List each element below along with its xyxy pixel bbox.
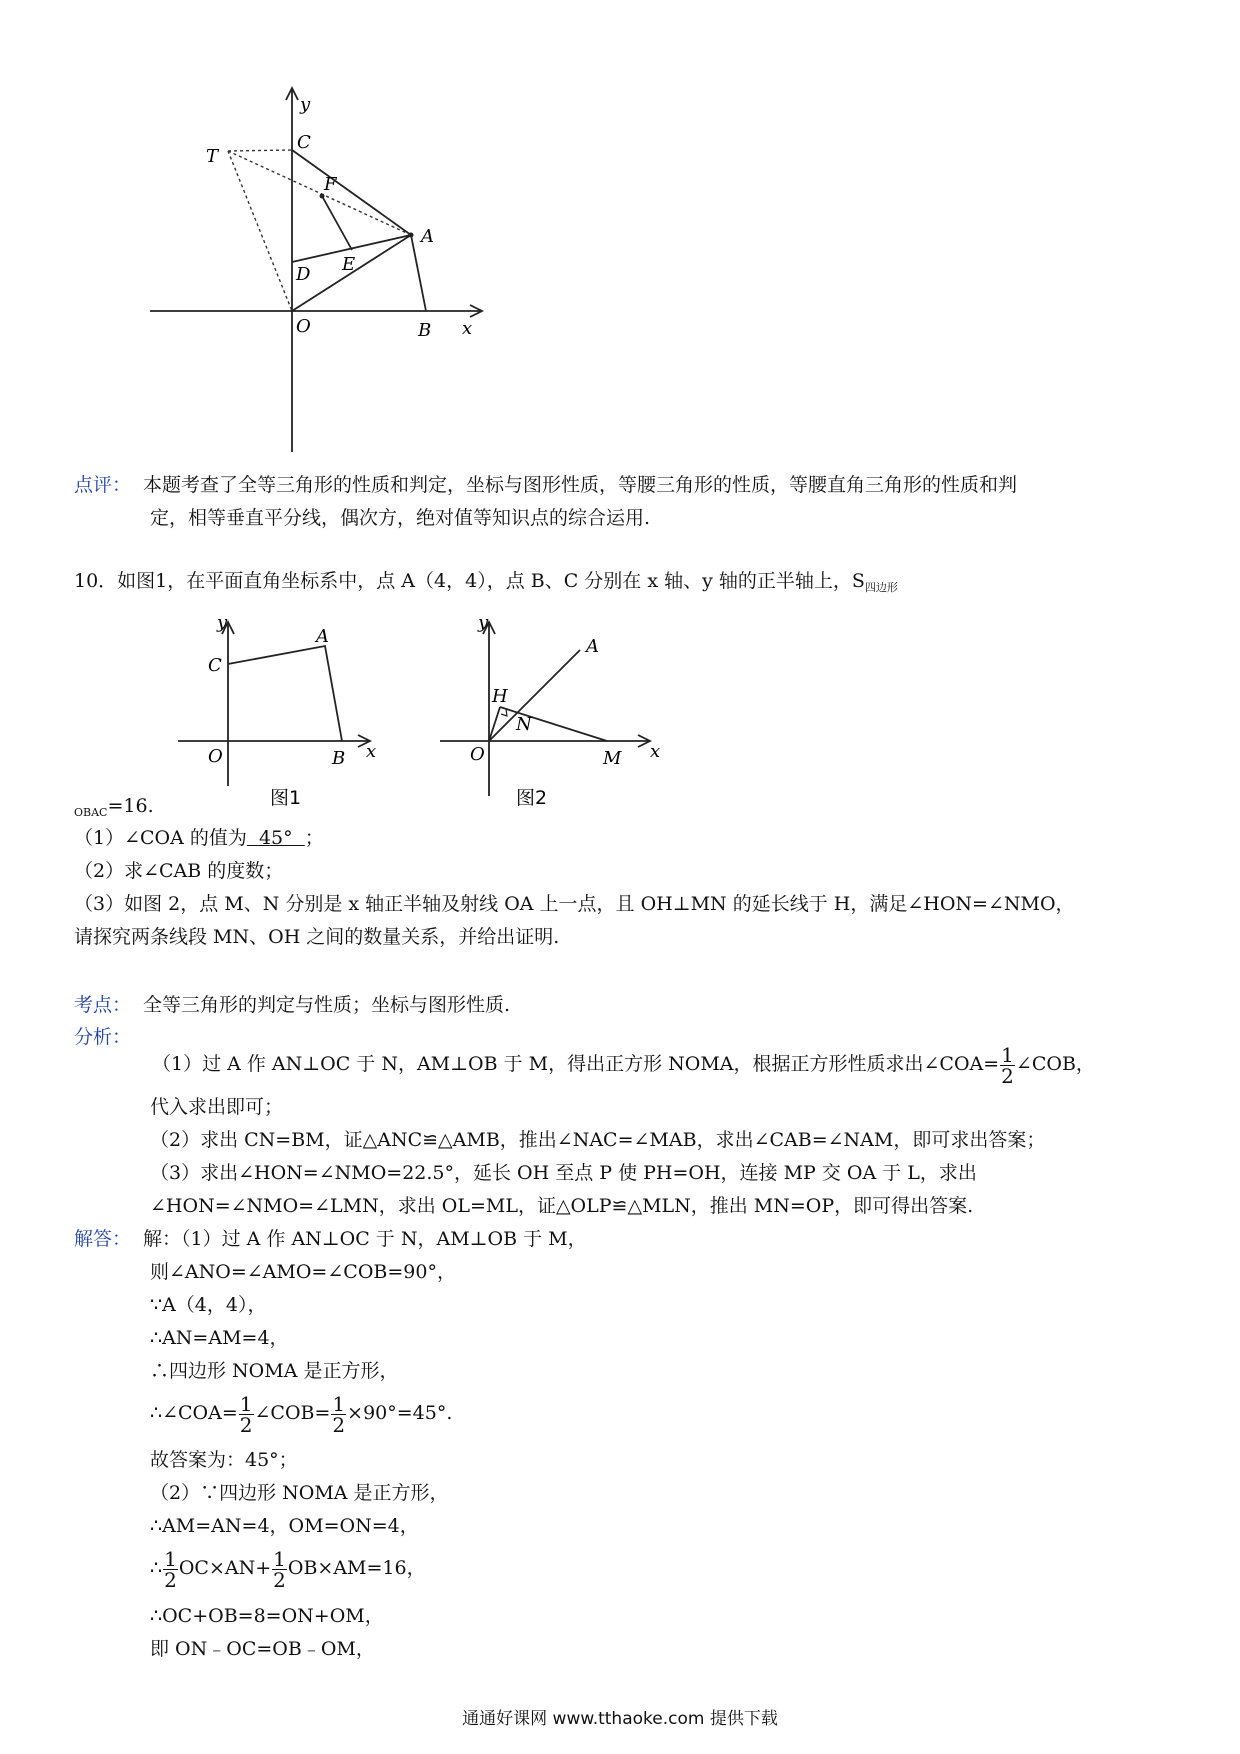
fraction-denominator: 2 — [239, 1412, 253, 1437]
fraction-numerator: 1 — [332, 1391, 346, 1416]
jieda-label: 解答： — [74, 1228, 132, 1250]
segment-ca — [292, 150, 411, 235]
page-footer: 通通好课网 www.tthaoke.com 提供下载 — [462, 1709, 778, 1729]
jieda-line11: ∴OC+OB=8=ON+OM， — [150, 1605, 384, 1627]
fig1-label-b: B — [332, 748, 346, 769]
problem-stem-end-text: =16. — [107, 795, 154, 817]
fig2-label-n: N — [516, 714, 532, 735]
fraction-half — [239, 1391, 254, 1437]
problem-stem-text: 10．如图1，在平面直角坐标系中，点 A（4，4），点 B、C 分别在 x 轴、y 轴的正半轴上，S — [74, 570, 865, 592]
fig1-label-c: C — [208, 655, 222, 676]
fenxi-line2: 代入求出即可； — [150, 1096, 284, 1118]
fraction-numerator: 1 — [239, 1391, 253, 1416]
point-a — [409, 233, 414, 238]
fraction-numerator: 1 — [1001, 1042, 1014, 1067]
figure-2 — [430, 608, 670, 813]
jieda-line1: 解：（1）过 A 作 AN⊥OC 于 N，AM⊥OB 于 M， — [143, 1228, 587, 1250]
label-b: B — [418, 320, 432, 341]
jieda-line3: ∵A（4，4）， — [150, 1294, 267, 1316]
fig1-label-y: y — [217, 612, 228, 633]
label-t: T — [206, 146, 219, 167]
jieda-line6-c: ×90°=45°. — [347, 1402, 453, 1424]
fenxi-line5: ∠HON=∠NMO=∠LMN，求出 OL=ML，证△OLP≌△MLN，推出 MN=OP，即可得出答案. — [150, 1195, 974, 1217]
problem-stem — [74, 568, 898, 601]
jieda-line6-a: ∴∠COA= — [150, 1402, 238, 1424]
kaodian-label: 考点： — [74, 994, 132, 1016]
fraction-denominator: 2 — [332, 1412, 346, 1437]
fig2-label-a: A — [586, 636, 599, 657]
jieda-line9: ∴AM=AN=4，OM=ON=4， — [150, 1515, 419, 1537]
problem-stem-end-sub: OBAC — [74, 806, 108, 819]
problem-stem-end — [74, 793, 154, 826]
dotted-tc — [228, 150, 292, 151]
jieda-line10-c: OB×AM=16， — [287, 1557, 426, 1579]
question-3-line2: 请探究两条线段 MN、OH 之间的数量关系，并给出证明. — [74, 926, 560, 948]
comment-label: 点评： — [74, 474, 132, 496]
comment-line1: 本题考查了全等三角形的性质和判定，坐标与图形性质，等腰三角形的性质，等腰直角三角形的性质和判 — [143, 474, 1018, 496]
jieda-line10 — [150, 1543, 426, 1593]
jieda-line10-b: OC×AN+ — [178, 1557, 272, 1579]
segment-fe — [322, 196, 352, 250]
jieda-line12: 即 ON﹣OC=OB﹣OM， — [150, 1638, 375, 1660]
fraction-denominator: 2 — [273, 1567, 286, 1592]
fig2-label-x: x — [650, 741, 661, 762]
label-d: D — [296, 264, 311, 285]
fenxi-line1-text: （1）过 A 作 AN⊥OC 于 N，AM⊥OB 于 M，得出正方形 NOMA，根据正方形性质求出∠COA= — [152, 1053, 1000, 1075]
label-o: O — [296, 316, 311, 337]
fenxi-label-text: 分析： — [74, 1026, 132, 1048]
fig1-label-o: O — [208, 746, 223, 767]
label-y: y — [300, 94, 311, 115]
fraction-denominator: 2 — [164, 1567, 177, 1592]
fraction-half — [163, 1546, 178, 1592]
question-2: （2）求∠CAB 的度数； — [74, 860, 284, 882]
jieda-line5: ∴四边形 NOMA 是正方形， — [150, 1360, 399, 1382]
fig2-label-h: H — [492, 686, 508, 707]
fraction-numerator: 1 — [164, 1546, 177, 1571]
jieda-line8: （2）∵四边形 NOMA 是正方形， — [150, 1482, 449, 1504]
question-1 — [74, 825, 324, 851]
fig2-label-y: y — [478, 612, 489, 633]
figure-1 — [170, 608, 390, 813]
fraction-half — [272, 1546, 287, 1592]
question-3-line1: （3）如图 2，点 M、N 分别是 x 轴正半轴及射线 OA 上一点，且 OH⊥MN 的延长线于 H，满足∠HON=∠NMO， — [74, 893, 1075, 915]
fig2-label-m: M — [603, 748, 622, 769]
label-f: F — [324, 174, 337, 195]
kaodian-section — [74, 992, 510, 1018]
jieda-line6-b: ∠COB= — [254, 1402, 331, 1424]
geometry-figure-top — [0, 0, 520, 460]
fig2-label-o: O — [470, 744, 485, 765]
fraction-half — [331, 1391, 346, 1437]
jieda-line6 — [150, 1388, 452, 1438]
label-x: x — [462, 318, 473, 339]
jieda-line10-a: ∴ — [150, 1557, 163, 1579]
dotted-to — [228, 151, 292, 311]
fenxi-label — [74, 1024, 131, 1050]
label-a: A — [421, 226, 434, 247]
label-e: E — [342, 254, 356, 275]
fig1-caption: 图1 — [270, 787, 302, 809]
jieda-line2: 则∠ANO=∠AMO=∠COB=90°， — [150, 1261, 456, 1283]
question-1-answer: 45° — [246, 827, 305, 849]
fenxi-line4: （3）求出∠HON=∠NMO=22.5°，延长 OH 至点 P 使 PH=OH，连接 MP 交 OA 于 L，求出 — [150, 1162, 977, 1184]
fig1-label-a: A — [316, 626, 329, 647]
jieda-section — [74, 1226, 587, 1252]
fenxi-line1-end: ∠COB， — [1015, 1053, 1095, 1075]
question-1-end: ； — [304, 827, 324, 849]
fraction-denominator: 2 — [1001, 1063, 1014, 1088]
fig1-quadrilateral — [228, 646, 342, 741]
comment-line2: 定，相等垂直平分线，偶次方，绝对值等知识点的综合运用. — [150, 507, 651, 529]
fenxi-line3: （2）求出 CN=BM，证△ANC≌△AMB，推出∠NAC=∠MAB，求出∠CAB=∠NAM，即可求出答案； — [150, 1129, 1046, 1151]
fraction-numerator: 1 — [273, 1546, 286, 1571]
kaodian-text: 全等三角形的判定与性质；坐标与图形性质. — [143, 994, 511, 1016]
problem-stem-sub: 四边形 — [864, 581, 898, 594]
dotted-ta — [228, 151, 411, 235]
fig1-label-x: x — [366, 741, 377, 762]
question-1-text: （1）∠COA 的值为 — [74, 827, 247, 849]
label-c: C — [297, 132, 311, 153]
fig2-right-angle-mark — [501, 709, 507, 716]
jieda-line4: ∴AN=AM=4， — [150, 1327, 289, 1349]
fraction-half — [1000, 1042, 1015, 1088]
fig2-caption: 图2 — [516, 787, 548, 809]
comment-section — [74, 472, 1017, 498]
fenxi-line1 — [152, 1040, 1095, 1088]
jieda-line7: 故答案为：45°； — [150, 1449, 298, 1471]
